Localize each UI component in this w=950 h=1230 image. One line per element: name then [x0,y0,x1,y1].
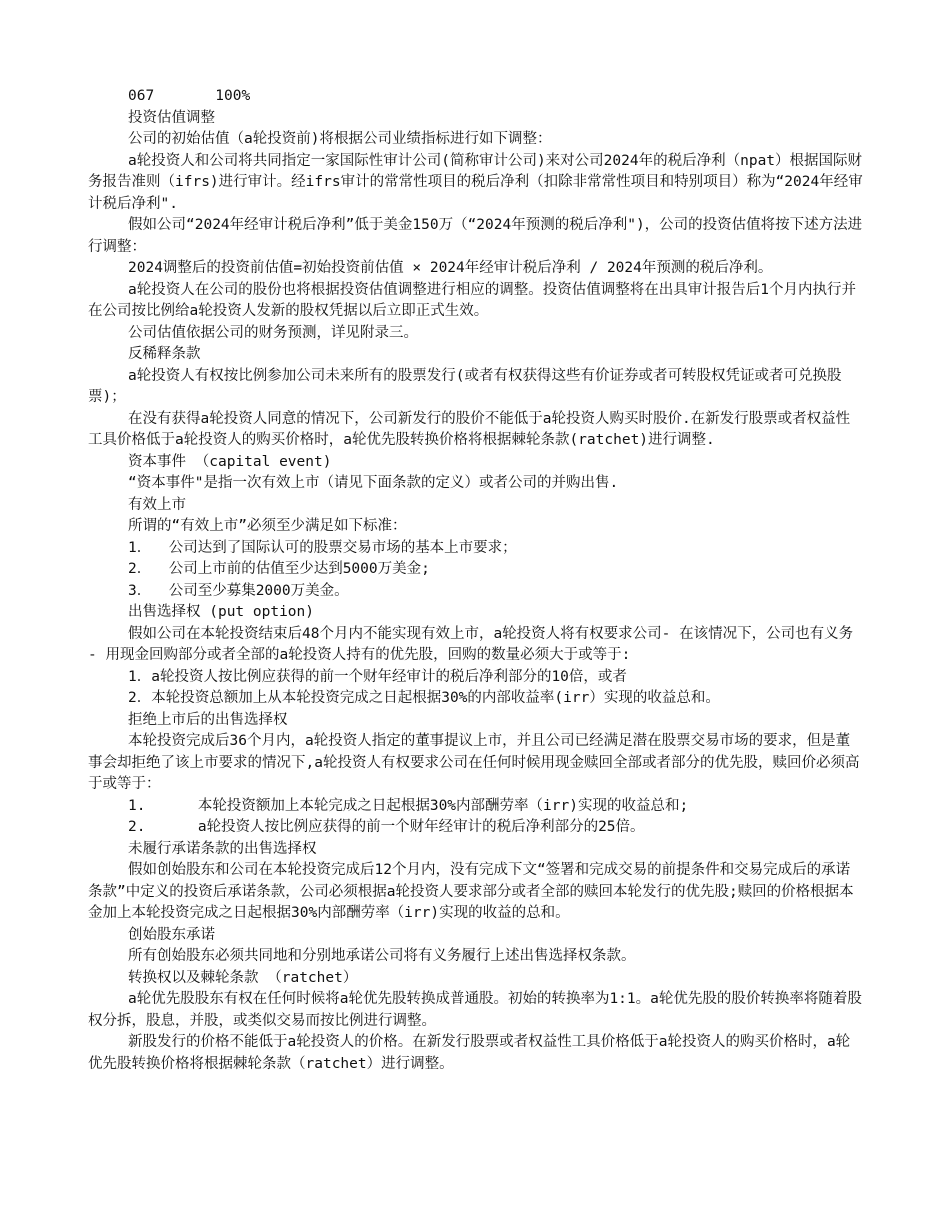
paragraph: 假如公司“2024年经审计税后净利”低于美金150万（“2024年预测的税后净利")，公司的投资估值将按下述方法进行调整： [88,217,863,255]
section-heading-refused-ipo-put: 拒绝上市后的出售选择权 [128,711,288,728]
paragraph: 所谓的“有效上市”必须至少满足如下标准： [128,518,407,534]
section-heading-put-option: 出售选择权 (put option) [128,604,314,620]
paragraph: 公司估值依据公司的财务预测，详见附录三。 [128,324,418,341]
paragraph: 公司的初始估值（a轮投资前)将根据公司业绩指标进行如下调整： [128,131,552,147]
list-item: 2. a轮投资人按比例应获得的前一个财年经审计的税后净利部分的25倍。 [128,819,645,835]
paragraph: 假如公司在本轮投资结束后48个月内不能实现有效上市，a轮投资人将有权要求公司- 在该情况下，公司也有义务 - 用现金回购部分或者全部的a轮投资人持有的优先股，回购的数量必须大于或等于: [88,625,862,663]
list-item: 3． 公司至少募集2000万美金。 [128,582,349,599]
section-heading-founder-undertaking: 创始股东承诺 [128,926,215,943]
formula-line: 2024调整后的投资前估值=初始投资前估值 × 2024年经审计税后净利 / 2024年预测的税后净利。 [128,260,773,276]
section-heading-capital-event: 资本事件 （capital event) [128,453,332,470]
paragraph: 新股发行的价格不能低于a轮投资人的价格。在新发行股票或者权益性工具价格低于a轮投资人的购买价格时，a轮优先股转换价格将根据棘轮条款（ratchet）进行调整。 [88,1034,851,1072]
section-heading-anti-dilution: 反稀释条款 [128,346,201,362]
paragraph: 在没有获得a轮投资人同意的情况下，公司新发行的股价不能低于a轮投资人购买时股价.在新发行股票或者权益性工具价格低于a轮投资人的购买价格时，a轮优先股转换价格将根据棘轮条款(ratchet)进行调整. [88,410,851,448]
paragraph: 所有创始股东必须共同地和分别地承诺公司将有义务履行上述出售选择权条款。 [128,948,636,964]
paragraph: a轮投资人在公司的股份也将根据投资估值调整进行相应的调整。投资估值调整将在出具审计报告后1个月内执行并在公司按比例给a轮投资人发新的股权凭据以后立即正式生效。 [88,281,856,319]
section-heading-valuation-adjustment: 投资估值调整 [128,109,215,126]
paragraph: a轮优先股股东有权在任何时候将a轮优先股转换成普通股。初始的转换率为1:1。a轮优先股的股价转换率将随着股权分拆，股息，并股，或类似交易而按比例进行调整。 [88,991,862,1029]
list-item: 1．a轮投资人按比例应获得的前一个财年经审计的税后净利部分的10倍，或者 [128,668,627,685]
page-header-line: 067 100% [128,88,251,104]
section-heading-conversion-ratchet: 转换权以及棘轮条款 （ratchet） [128,969,358,986]
paragraph: 假如创始股东和公司在本轮投资完成后12个月内，没有完成下文“签署和完成交易的前提条件和交易完成后的承诺条款”中定义的投资后承诺条款，公司必须根据a轮投资人要求部分或者全部的赎回本轮发行的优先股;赎回的价格根据本金加上本轮投资完成之日起根据30%内部酬劳率（irr)实现的收益的总和。 [88,862,854,921]
paragraph: a轮投资人有权按比例参加公司未来所有的股票发行(或者有权获得这些有价证券或者可转股权凭证或者可兑换股票)； [88,367,842,405]
section-heading-qualified-ipo: 有效上市 [128,496,186,513]
list-item: 2．本轮投资总额加上从本轮投资完成之日起根据30%的内部收益率(irr）实现的收益总和。 [128,690,720,706]
list-item: 1． 公司达到了国际认可的股票交易市场的基本上市要求； [128,539,517,556]
paragraph: 本轮投资完成后36个月内，a轮投资人指定的董事提议上市，并且公司已经满足潜在股票交易市场的要求，但是董事会却拒绝了该上市要求的情况下,a轮投资人有权要求公司在任何时候用现金赎回全部或者部分的优先股，赎回价必须高于或等于： [88,733,860,792]
list-item: 1. 本轮投资额加上本轮完成之日起根据30%内部酬劳率（irr)实现的收益总和; [128,797,689,814]
document-body [88,86,863,1075]
list-item: 2． 公司上市前的估值至少达到5000万美金; [128,561,430,577]
paragraph: “资本事件"是指一次有效上市（请见下面条款的定义）或者公司的并购出售. [128,475,619,491]
section-heading-unfulfilled-covenant-put: 未履行承诺条款的出售选择权 [128,840,317,857]
paragraph: a轮投资人和公司将共同指定一家国际性审计公司(简称审计公司)来对公司2024年的税后净利（npat）根据国际财务报告准则（ifrs)进行审计。经ifrs审计的常常性项目的税后净利（扣除非常常性项目和特别项目）称为“2024年经审计税后净利". [88,152,863,212]
